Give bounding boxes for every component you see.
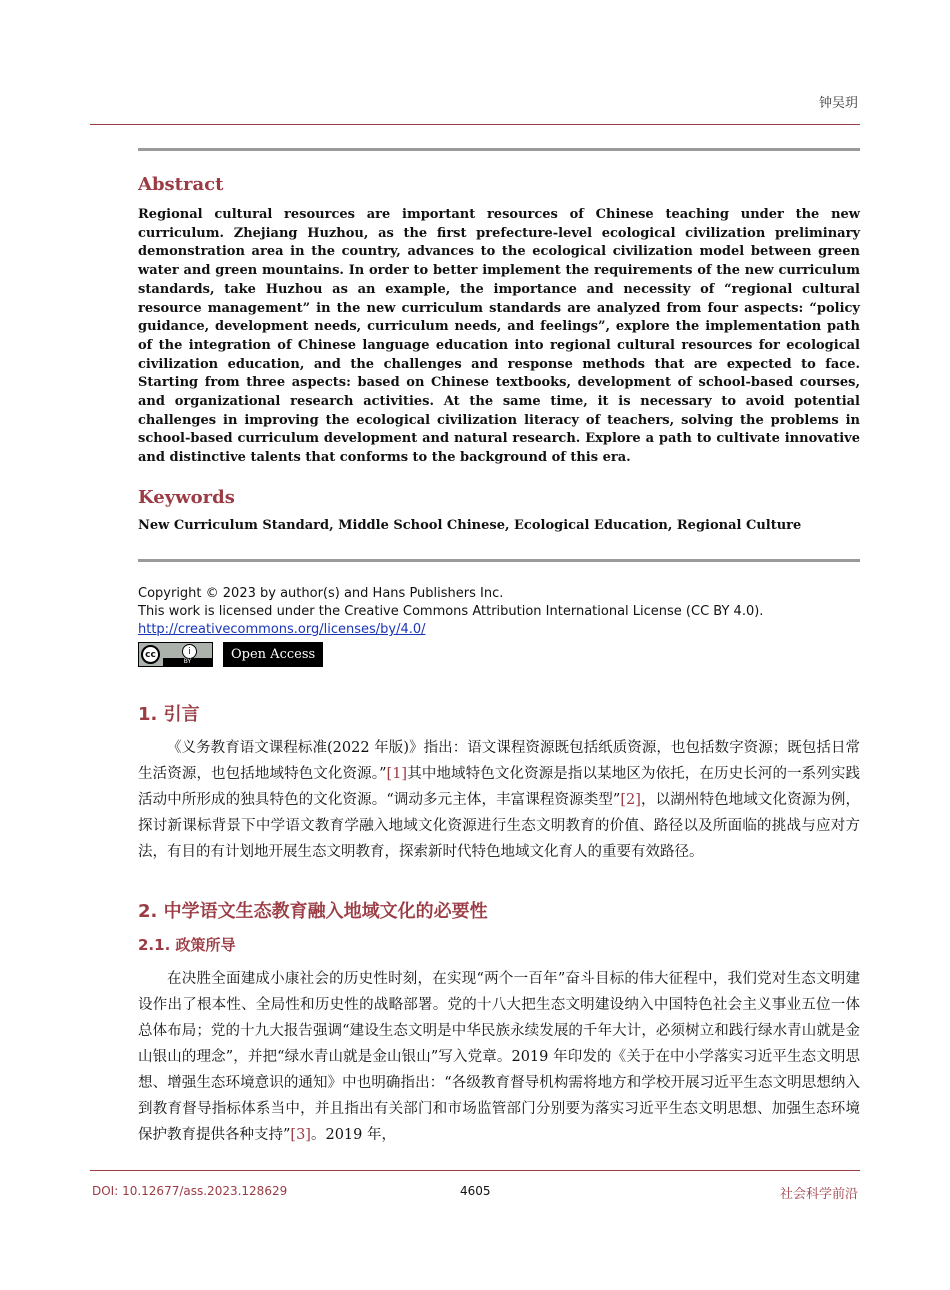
section1-paragraph <box>138 735 860 865</box>
footer-journal-name: 社会科学前沿 <box>779 1187 858 1202</box>
cc-by-badge[interactable] <box>138 642 213 667</box>
section2-1-paragraph <box>138 966 860 1148</box>
section1-heading: 1. 引言 <box>138 704 200 725</box>
license-link[interactable]: http://creativecommons.org/licenses/by/4.0/ <box>138 622 426 637</box>
section2-text-1: 在决胜全面建成小康社会的历史性时刻，在实现“两个一百年”奋斗目标的伟大征程中，我们党对生态文明建设作出了根本性、全局性和历史性的战略部署。党的十八大把生态文明建设纳入中国特色社会主义事业五位一体总体布局；党的十九大报告强调“建设生态文明是中华民族永续发展的千年大计，必须树立和践行绿水青山就是金山银山的理念”，并把“绿水青山就是金山银山”写入党章。2019 年印发的《关于在中小学落实习近平生态文明思想、增强生态环境意识的通知》中也明确指出：“各级教育督导机构需将地方和学校开展习近平生态文明思想纳入到教育督导指标体系当中，并且指出有关部门和市场监管部门分别要为落实习近平生态文明思想、加强生态环境保护教育提供各种支持” <box>138 971 860 1143</box>
footer-doi: DOI: 10.12677/ass.2023.128629 <box>92 1184 288 1198</box>
copyright-block <box>138 585 763 639</box>
license-badges <box>138 642 323 667</box>
cc-icon: cc <box>141 645 160 664</box>
citation-1[interactable]: [1] <box>386 766 408 782</box>
abstract-body: Regional cultural resources are important resources of Chinese teaching under the new curriculum. Zhejiang Huzhou, as the first prefecture-level ecological civilization preliminary demonstration area in the country, advances to the ecological civilization model between green water and green mountains. In order to better implement the requirements of the new curriculum standards, take Huzhou as an example, the importance and necessity of “regional cultural resource management” in the new curriculum standards are analyzed from four aspects: “policy guidance, development needs, curriculum needs, and feelings”, explore the implementation path of the integration of Chinese language education into regional cultural resources for ecological civilization education, and the challenges and response methods that are expected to face. Starting from three aspects: based on Chinese textbooks, development of school-based courses, and organizational research activities. At the same time, it is necessary to avoid potential challenges in improving the ecological civilization literacy of teachers, solving the problems in school-based curriculum development and natural research. Explore a path to cultivate innovative and distinctive talents that conforms to the background of this era. <box>138 207 860 466</box>
citation-2[interactable]: [2] <box>620 792 641 808</box>
section2-text-2: 。2019 年， <box>310 1127 396 1143</box>
citation-3[interactable]: [3] <box>290 1127 311 1143</box>
header-rule <box>90 124 860 125</box>
section1-text-1: 《义务教育语文课程标准(2022 年版)》指出：语文课程资源既包括纸质资源，也包括数字资源；既包括日常生活资源，也包括地域特色文化资源。” <box>138 740 860 782</box>
license-statement: This work is licensed under the Creative Commons Attribution International License (CC BY 4.0). <box>138 604 764 619</box>
attribution-icon: i <box>182 644 197 659</box>
section1-text-3: ，以湖州特色地域文化资源为例，探讨新课标背景下中学语文教育学融入地域文化资源进行生态文明教育的价值、路径以及所面临的挑战与应对方法，有目的有计划地开展生态文明教育，探索新时代特色地域文化育人的重要有效路径。 <box>138 792 861 860</box>
abstract-bottom-rule <box>138 559 860 562</box>
running-header-author: 钟吴玥 <box>818 96 858 111</box>
footer-rule <box>90 1170 860 1171</box>
abstract-top-rule <box>138 148 860 151</box>
copyright-line: Copyright © 2023 by author(s) and Hans Publishers Inc. <box>138 586 504 601</box>
footer-page-number: 4605 <box>460 1184 491 1198</box>
section1-text-2: 其中地域特色文化资源是指以某地区为依托，在历史长河的一系列实践活动中所形成的独具特色的文化资源。“调动多元主体，丰富课程资源类型” <box>138 766 861 808</box>
section2-heading: 2. 中学语文生态教育融入地域文化的必要性 <box>138 901 488 922</box>
keywords-body: New Curriculum Standard, Middle School Chinese, Ecological Education, Regional Culture <box>138 518 802 533</box>
by-label: BY <box>163 658 212 666</box>
abstract-heading: Abstract <box>138 174 224 195</box>
open-access-badge[interactable]: Open Access <box>223 642 323 667</box>
keywords-heading: Keywords <box>138 487 235 508</box>
section2-1-heading: 2.1. 政策所导 <box>138 936 236 954</box>
